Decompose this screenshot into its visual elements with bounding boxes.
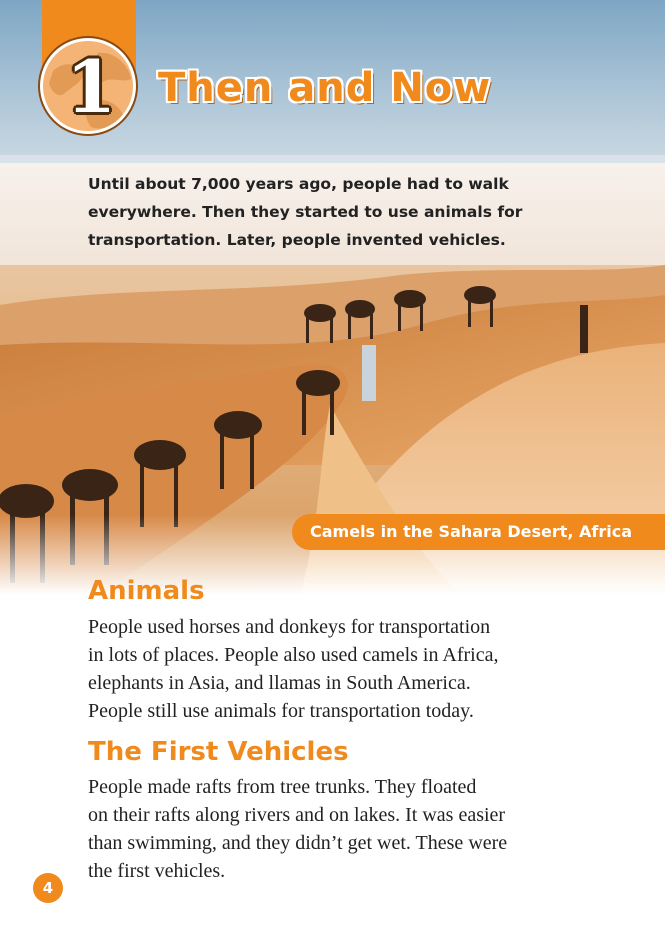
intro-line: transportation. Later, people invented vehicles.: [88, 231, 506, 249]
page-number: 4: [33, 873, 63, 903]
body-line: elephants in Asia, and llamas in South America.: [88, 672, 471, 694]
header-divider: [0, 155, 665, 163]
chapter-title: Then and Now: [158, 65, 492, 111]
section-heading-first-vehicles: The First Vehicles: [88, 737, 349, 767]
body-line: People made rafts from tree trunks. They floated: [88, 776, 477, 798]
intro-line: everywhere. Then they started to use animals for: [88, 203, 523, 221]
body-line: People used horses and donkeys for transportation: [88, 616, 491, 638]
chapter-number: 1: [65, 44, 117, 129]
chapter-badge: [40, 38, 136, 134]
intro-line: Until about 7,000 years ago, people had to walk: [88, 175, 509, 193]
body-line: People still use animals for transportation today.: [88, 700, 474, 722]
photo-caption: Camels in the Sahara Desert, Africa: [310, 522, 633, 541]
section-body-first-vehicles: [88, 773, 588, 885]
section-body-animals: [88, 613, 588, 725]
intro-paragraph: [88, 170, 558, 254]
body-line: in lots of places. People also used camels in Africa,: [88, 644, 499, 666]
body-line: the first vehicles.: [88, 860, 226, 882]
body-line: on their rafts along rivers and on lakes. It was easier: [88, 804, 506, 826]
body-line: than swimming, and they didn’t get wet. These were: [88, 832, 508, 854]
section-heading-animals: Animals: [88, 576, 205, 606]
